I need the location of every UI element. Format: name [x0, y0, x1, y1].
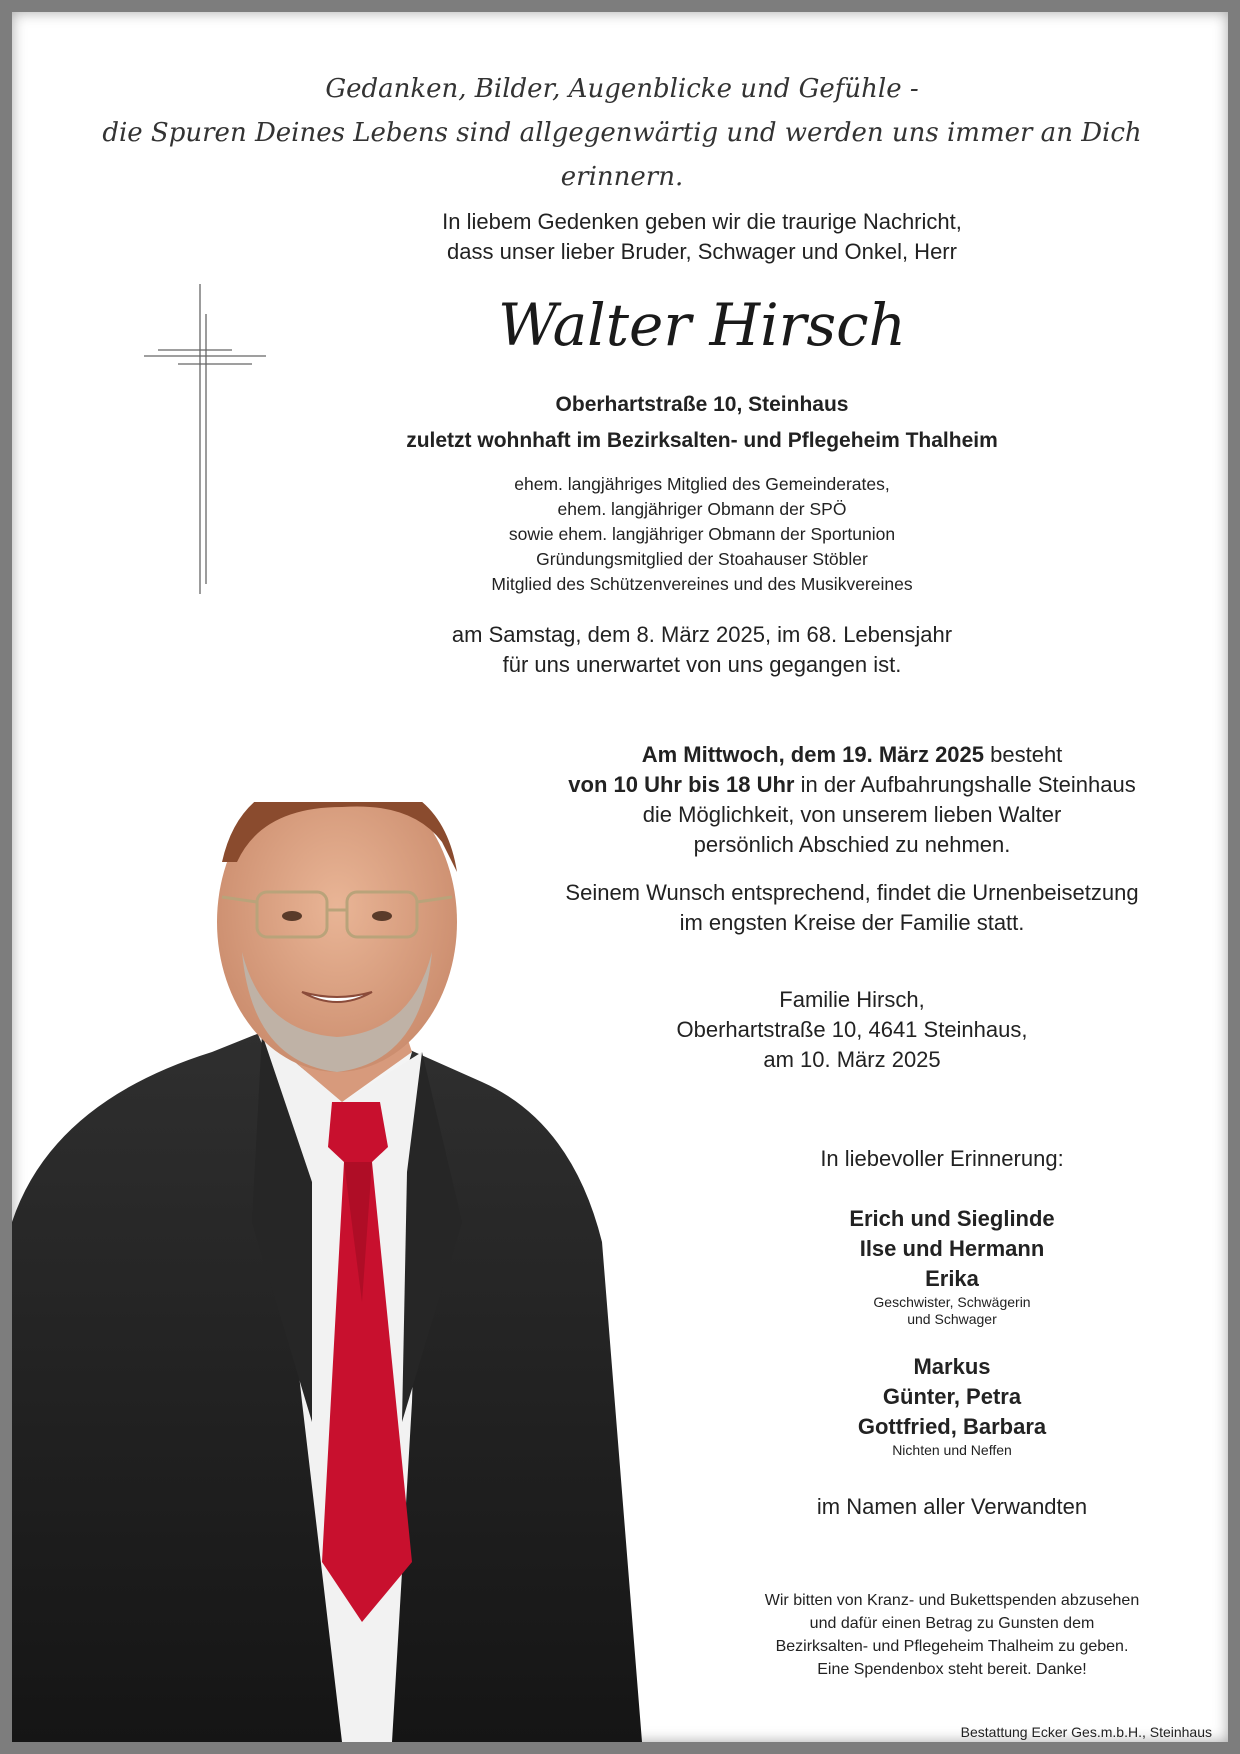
quote-line-1: Gedanken, Bilder, Augenblicke und Gefühle - [325, 74, 919, 104]
donation-line: und dafür einen Betrag zu Gunsten dem [809, 1615, 1095, 1632]
donation-line: Bezirksalten- und Pflegeheim Thalheim zu geben. [775, 1638, 1129, 1655]
mourner-relation: Geschwister, Schwägerin [873, 1294, 1031, 1310]
family-line-3: am 10. März 2025 [763, 1047, 941, 1072]
viewing-line-4: persönlich Abschied zu nehmen. [693, 832, 1011, 857]
memorial-quote [72, 67, 1172, 199]
family-address [572, 985, 1132, 1075]
family-line-1: Familie Hirsch, [779, 987, 925, 1012]
death-notice [302, 620, 1102, 680]
mourner-name: Erich und Sieglinde [849, 1206, 1055, 1231]
viewing-time: von 10 Uhr bis 18 Uhr [568, 772, 795, 797]
urn-line-1: Seinem Wunsch entsprechend, findet die Urnenbeisetzung [565, 880, 1139, 905]
mourner-group-nieces-nephews [712, 1352, 1192, 1459]
role-item: sowie ehem. langjähriger Obmann der Sportunion [508, 524, 896, 544]
address-line: Oberhartstraße 10, Steinhaus [555, 393, 849, 416]
urn-burial-info [492, 878, 1212, 938]
mourner-relation: und Schwager [907, 1311, 997, 1327]
death-line-1: am Samstag, dem 8. März 2025, im 68. Lebensjahr [451, 622, 953, 647]
quote-line-2: die Spuren Deines Lebens sind allgegenwärtig und werden uns immer an Dich erinnern. [102, 118, 1142, 192]
deceased-address [272, 387, 1132, 459]
viewing-day-line [492, 740, 1212, 770]
role-item: Gründungsmitglied der Stoahauser Stöbler [536, 549, 868, 569]
viewing-time-rest: in der Aufbahrungshalle Steinhaus [794, 772, 1136, 797]
obituary-card [12, 12, 1228, 1742]
viewing-day: Am Mittwoch, dem 19. März 2025 [641, 742, 985, 767]
donation-line: Eine Spendenbox steht bereit. Danke! [817, 1661, 1087, 1678]
mourner-name: Gottfried, Barbara [857, 1414, 1047, 1439]
funeral-home-credit: Bestattung Ecker Ges.m.b.H., Steinhaus [960, 1724, 1212, 1740]
roles-list [302, 472, 1102, 597]
mourner-name: Günter, Petra [882, 1384, 1022, 1409]
family-line-2: Oberhartstraße 10, 4641 Steinhaus, [676, 1017, 1028, 1042]
mourner-name: Ilse und Hermann [859, 1236, 1045, 1261]
portrait-photo [12, 802, 672, 1742]
death-line-2: für uns unerwartet von uns gegangen ist. [502, 652, 902, 677]
mourner-name: Erika [925, 1266, 979, 1291]
role-item: ehem. langjähriges Mitglied des Gemeinderates, [514, 474, 890, 494]
relatives-line: im Namen aller Verwandten [816, 1494, 1088, 1519]
last-residence-line: zuletzt wohnhaft im Bezirksalten- und Pflegeheim Thalheim [406, 429, 998, 452]
intro-line-1: In liebem Gedenken geben wir die traurige Nachricht, [442, 209, 962, 234]
viewing-time-line [492, 770, 1212, 800]
mourner-group-siblings [712, 1204, 1192, 1328]
viewing-day-rest: besteht [984, 742, 1063, 767]
deceased-name: Walter Hirsch [498, 291, 906, 359]
role-item: Mitglied des Schützenvereines und des Musikvereines [491, 574, 913, 594]
mourner-relation: Nichten und Neffen [892, 1442, 1012, 1458]
viewing-info [492, 740, 1212, 860]
cross-icon [144, 284, 266, 594]
donation-note [702, 1589, 1202, 1681]
intro-line-2: dass unser lieber Bruder, Schwager und Onkel, Herr [447, 239, 957, 264]
mourner-name: Markus [913, 1354, 991, 1379]
donation-line: Wir bitten von Kranz- und Bukettspenden abzusehen [764, 1592, 1140, 1609]
intro-text [302, 207, 1102, 267]
urn-line-2: im engsten Kreise der Familie statt. [679, 910, 1025, 935]
viewing-line-3: die Möglichkeit, von unserem lieben Walter [642, 802, 1062, 827]
role-item: ehem. langjähriger Obmann der SPÖ [557, 499, 847, 519]
memory-heading: In liebevoller Erinnerung: [820, 1146, 1064, 1171]
